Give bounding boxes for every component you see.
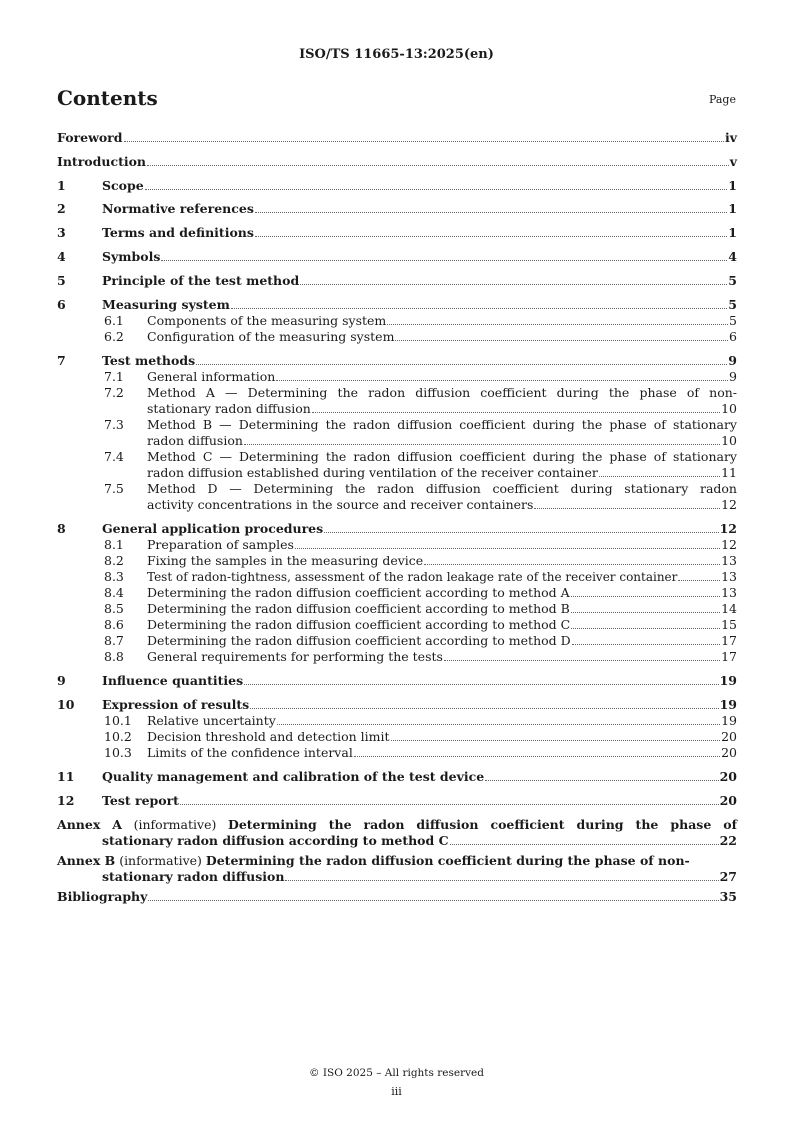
leader-dots [255, 212, 727, 213]
toc-number: 8.2 [104, 553, 124, 568]
toc-page: 22 [719, 833, 737, 848]
toc-page: 11 [721, 465, 737, 480]
toc-title: Test methods [102, 353, 196, 368]
toc-number: 8.6 [104, 617, 124, 632]
leader-dots [231, 308, 727, 309]
toc-title: Foreword [57, 130, 123, 145]
toc-page: 20 [719, 769, 737, 784]
leader-dots [571, 596, 720, 597]
document-id: ISO/TS 11665-13:2025(en) [299, 47, 494, 62]
leader-dots [599, 476, 720, 477]
toc-page: 17 [721, 633, 737, 648]
toc-page: 10 [721, 433, 737, 448]
toc-title-line-2: radon diffusion established during ventilation of the receiver container [147, 465, 598, 480]
toc-title: Principle of the test method [102, 273, 300, 288]
toc-number: 6 [57, 297, 66, 312]
toc-title: Determining the radon diffusion coefficient according to method C [147, 617, 571, 632]
toc-number: 11 [57, 769, 75, 784]
toc-title: Bibliography [57, 889, 148, 904]
toc-title-line-2: stationary radon diffusion [102, 869, 285, 884]
toc-title: Symbols [102, 249, 161, 264]
toc-number: 10.3 [104, 745, 132, 760]
toc-page: 35 [719, 889, 737, 904]
toc-title: Limits of the confidence interval [147, 745, 353, 760]
contents-title: Contents [57, 86, 158, 110]
toc-page: 27 [719, 869, 737, 884]
toc-title: Determining the radon diffusion coefficient according to method D [147, 633, 571, 648]
toc-title-line-2: stationary radon diffusion according to method C [102, 833, 449, 848]
leader-dots [145, 189, 728, 190]
toc-page: 9 [729, 369, 737, 384]
toc-title: Components of the measuring system [147, 313, 387, 328]
toc-number: 7.1 [104, 369, 124, 384]
toc-title: Decision threshold and detection limit [147, 729, 390, 744]
toc-title: Scope [102, 178, 144, 193]
toc-number: 8.1 [104, 537, 124, 552]
toc-title-line-2: radon diffusion [147, 433, 243, 448]
leader-dots [571, 612, 720, 613]
toc-title: Measuring system [102, 297, 230, 312]
leader-dots [534, 508, 720, 509]
leader-dots [124, 141, 724, 142]
leader-dots [295, 548, 720, 549]
toc-title: Relative uncertainty [147, 713, 276, 728]
toc-title-line-1: Determining the radon diffusion coefficient during the phase of non- [205, 853, 690, 868]
toc-page: 6 [729, 329, 737, 344]
leader-dots [276, 380, 728, 381]
toc-number: 10.2 [104, 729, 132, 744]
toc-page: 20 [721, 729, 737, 744]
toc-title: Fixing the samples in the measuring device [147, 553, 424, 568]
annex-type: (informative) [119, 853, 202, 868]
toc-page: 12 [721, 537, 737, 552]
leader-dots [324, 532, 718, 533]
toc-number: 10 [57, 697, 75, 712]
leader-dots [148, 900, 718, 901]
leader-dots [312, 412, 720, 413]
toc-title: Preparation of samples [147, 537, 294, 552]
toc-number: 8.8 [104, 649, 124, 664]
toc-page: iv [724, 130, 737, 145]
leader-dots [244, 444, 720, 445]
toc-number: 4 [57, 249, 66, 264]
toc-title-line-1: Method B — Determining the radon diffusion coefficient during the phase of stationary [147, 417, 737, 432]
toc-title-line-1: Determining the radon diffusion coefficient during the phase of [227, 817, 737, 832]
toc-title-line-2: activity concentrations in the source and receiver containers [147, 497, 534, 512]
toc-number: 8.4 [104, 585, 124, 600]
toc-title-line-1: Method C — Determining the radon diffusion coefficient during the phase of stationary [147, 449, 737, 464]
copyright-notice: © ISO 2025 – All rights reserved [309, 1067, 484, 1079]
leader-dots [250, 708, 718, 709]
toc-number: 7.5 [104, 481, 124, 496]
annex-label: Annex B [57, 853, 116, 868]
toc-title: Test report [102, 793, 179, 808]
leader-dots [161, 260, 727, 261]
toc-page: 14 [721, 601, 737, 616]
toc-page: 20 [721, 745, 737, 760]
toc-number: 8.7 [104, 633, 124, 648]
toc-title: Test of radon-tightness, assessment of the radon leakage rate of the receiver container [147, 570, 678, 584]
page-number: iii [391, 1085, 402, 1098]
toc-number: 12 [57, 793, 75, 808]
toc-page: 19 [721, 713, 737, 728]
toc-number: 9 [57, 673, 66, 688]
leader-dots [277, 724, 720, 725]
toc-page: v [729, 154, 737, 169]
toc-number: 6.2 [104, 329, 124, 344]
toc-page: 10 [721, 401, 737, 416]
toc-page: 9 [728, 353, 737, 368]
toc-number: 8 [57, 521, 66, 536]
toc-page: 5 [729, 313, 737, 328]
toc-title: General requirements for performing the tests [147, 649, 443, 664]
leader-dots [572, 644, 720, 645]
leader-dots [571, 628, 720, 629]
leader-dots [244, 684, 718, 685]
toc-page: 13 [721, 553, 737, 568]
toc-title: Influence quantities [102, 673, 244, 688]
leader-dots [300, 284, 727, 285]
toc-title: Configuration of the measuring system [147, 329, 395, 344]
toc-page: 15 [721, 617, 737, 632]
leader-dots [147, 165, 729, 166]
toc-title: Terms and definitions [102, 225, 254, 240]
toc-number: 8.5 [104, 601, 124, 616]
annex-type: (informative) [133, 817, 217, 832]
toc-number: 5 [57, 273, 66, 288]
toc-number: 7.3 [104, 417, 124, 432]
toc-number: 8.3 [104, 569, 124, 584]
toc-title: Determining the radon diffusion coefficient according to method A [147, 585, 570, 600]
leader-dots [387, 324, 728, 325]
leader-dots [196, 364, 727, 365]
toc-page: 5 [728, 297, 737, 312]
toc-title: General information [147, 369, 276, 384]
toc-title-line-1: Method D — Determining the radon diffusion coefficient during stationary radon [147, 481, 737, 496]
toc-number: 10.1 [104, 713, 132, 728]
toc-title: General application procedures [102, 521, 324, 536]
leader-dots [678, 580, 720, 581]
toc-page: 12 [719, 521, 737, 536]
toc-number: 7.2 [104, 385, 124, 400]
toc-page: 17 [721, 649, 737, 664]
leader-dots [180, 804, 719, 805]
toc-page: 19 [719, 673, 737, 688]
toc-page: 1 [728, 201, 737, 216]
toc-title: Normative references [102, 201, 254, 216]
leader-dots [395, 340, 728, 341]
toc-title-line-1: Method A — Determining the radon diffusion coefficient during the phase of non- [147, 385, 737, 400]
leader-dots [424, 564, 720, 565]
toc-title: Introduction [57, 154, 147, 169]
toc-page: 19 [719, 697, 737, 712]
leader-dots [285, 880, 718, 881]
toc-number: 3 [57, 225, 66, 240]
toc-page: 13 [721, 585, 737, 600]
toc-number: 6.1 [104, 313, 124, 328]
toc-title-line-2: stationary radon diffusion [147, 401, 311, 416]
leader-dots [444, 660, 720, 661]
toc-number: 7.4 [104, 449, 124, 464]
toc-page: 5 [728, 273, 737, 288]
toc-page: 12 [721, 497, 737, 512]
toc-number: 1 [57, 178, 66, 193]
toc-page: 1 [728, 225, 737, 240]
annex-label: Annex A [57, 817, 122, 832]
toc-page: 1 [728, 178, 737, 193]
leader-dots [450, 844, 719, 845]
page-column-label: Page [708, 93, 736, 106]
toc-number: 7 [57, 353, 66, 368]
toc-number: 2 [57, 201, 66, 216]
toc-page: 20 [719, 793, 737, 808]
toc-page: 13 [721, 569, 737, 584]
leader-dots [485, 780, 718, 781]
leader-dots [391, 740, 721, 741]
toc-title: Determining the radon diffusion coefficient according to method B [147, 601, 570, 616]
toc-page: 4 [728, 249, 737, 264]
leader-dots [255, 236, 727, 237]
toc-title: Expression of results [102, 697, 250, 712]
leader-dots [354, 756, 720, 757]
toc-title: Quality management and calibration of the test device [102, 769, 485, 784]
